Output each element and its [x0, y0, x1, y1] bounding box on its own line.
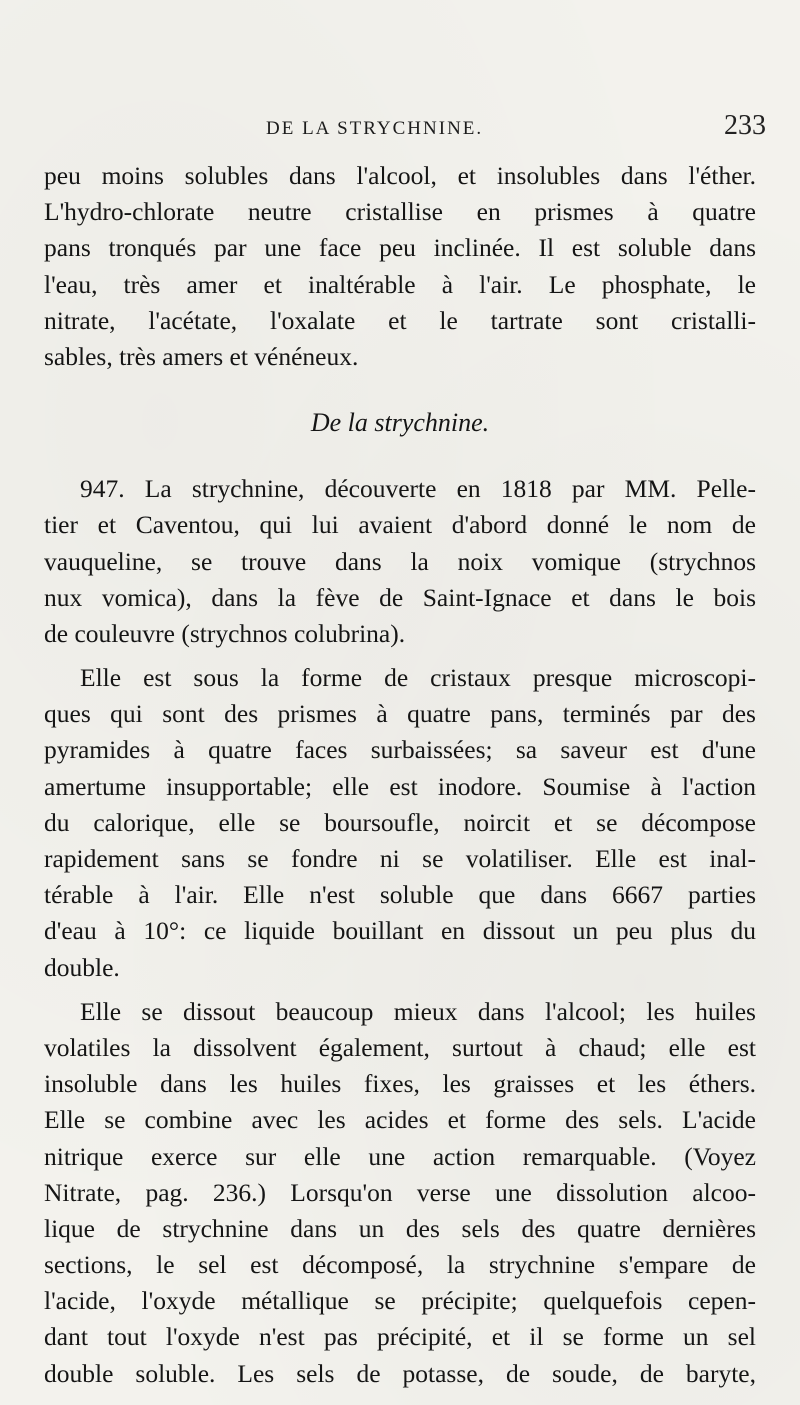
text-line: de couleuvre (strychnos colubrina).: [44, 618, 406, 648]
text-line: sables, très amers et vénéneux.: [44, 341, 359, 371]
text-line: 947. La strychnine, découverte en 1818 par MM. Pelle-: [80, 474, 756, 504]
page-number: 233: [724, 110, 766, 141]
text-line: pans tronqués par une face peu inclinée. Il est soluble dans: [44, 233, 756, 263]
text-line: double.: [44, 952, 120, 982]
text-line: Elle se dissout beaucoup mieux dans l'alcool; les huiles: [80, 996, 756, 1026]
text-line: nitrique exerce sur elle une action remarquable. (Voyez: [44, 1141, 756, 1171]
text-line: amertume insupportable; elle est inodore. Soumise à l'action: [44, 771, 756, 801]
text-line: L'hydro-chlorate neutre cristallise en prismes à quatre: [44, 197, 756, 227]
body-text: [44, 158, 756, 1392]
text-line: lique de strychnine dans un des sels des quatre dernières: [44, 1213, 756, 1243]
text-line: double soluble. Les sels de potasse, de soude, de baryte,: [44, 1358, 756, 1388]
text-line: peu moins solubles dans l'alcool, et insolubles dans l'éther.: [44, 161, 756, 190]
text-line: ques qui sont des prismes à quatre pans, terminés par des: [44, 699, 756, 729]
text-line: térable à l'air. Elle n'est soluble que dans 6667 parties: [44, 880, 756, 910]
text-line: Elle est sous la forme de cristaux presque microscopi-: [80, 663, 756, 693]
text-line: l'eau, très amer et inaltérable à l'air. Le phosphate, le: [44, 269, 756, 299]
paragraph-gap: [44, 652, 756, 660]
paragraph-947: [44, 471, 756, 652]
text-line: tier et Caventou, qui lui avaient d'abord donné le nom de: [44, 510, 756, 540]
running-title: DE LA STRYCHNINE.: [266, 118, 484, 139]
text-line: Nitrate, pag. 236.) Lorsqu'on verse une dissolution alcoo-: [44, 1177, 756, 1207]
text-line: vauqueline, se trouve dans la noix vomique (strychnos: [44, 546, 756, 576]
text-line: l'acide, l'oxyde métallique se précipite; quelquefois cepen-: [44, 1286, 756, 1316]
text-line: Elle se combine avec les acides et forme des sels. L'acide: [44, 1105, 756, 1135]
paragraph-crystals: [44, 660, 756, 986]
paragraph-continuation: [44, 158, 756, 375]
paragraph-solubility: [44, 994, 756, 1392]
text-line: nux vomica), dans la fève de Saint-Ignace et dans le bois: [44, 582, 756, 612]
text-line: nitrate, l'acétate, l'oxalate et le tartrate sont cristalli-: [44, 305, 756, 335]
text-line: d'eau à 10°: ce liquide bouillant en dissout un peu plus du: [44, 916, 756, 946]
text-line: rapidement sans se fondre ni se volatiliser. Elle est inal-: [44, 844, 756, 873]
text-line: volatiles la dissolvent également, surtout à chaud; elle est: [44, 1032, 756, 1062]
text-line: dant tout l'oxyde n'est pas précipité, et il se forme un sel: [44, 1322, 756, 1352]
text-line: pyramides à quatre faces surbaissées; sa saveur est d'une: [44, 735, 756, 765]
text-line: insoluble dans les huiles fixes, les graisses et les éthers.: [44, 1069, 756, 1099]
text-line: sections, le sel est décomposé, la strychnine s'empare de: [44, 1250, 756, 1280]
paragraph-gap: [44, 986, 756, 994]
section-heading: De la strychnine.: [310, 408, 490, 438]
running-head: [40, 110, 770, 150]
text-line: du calorique, elle se boursoufle, noircit et se décompose: [44, 807, 756, 837]
